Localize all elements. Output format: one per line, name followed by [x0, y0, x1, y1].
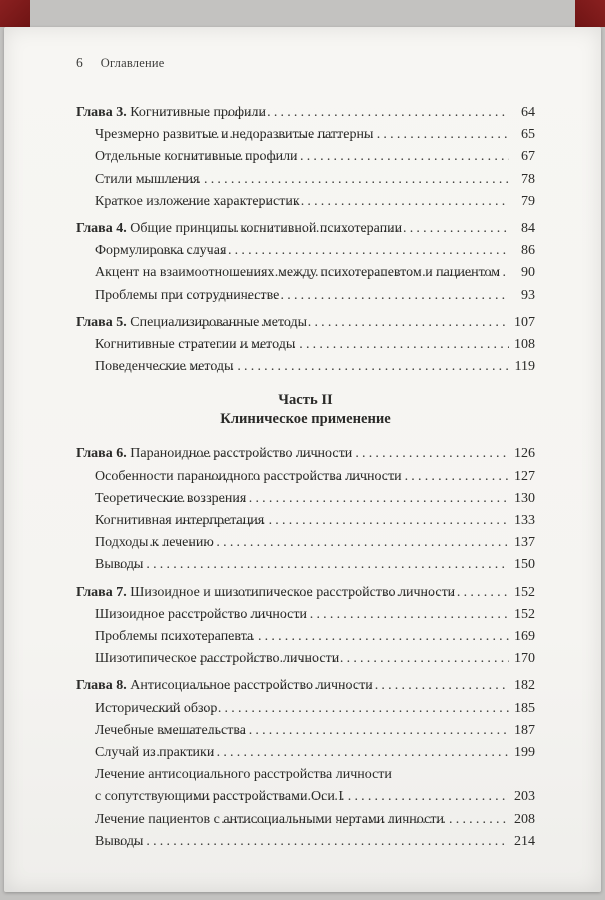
toc-entry-label	[95, 356, 234, 378]
toc-entry-label	[95, 488, 247, 510]
toc-entry	[76, 102, 535, 124]
toc-entry	[76, 356, 535, 378]
dot-leader	[178, 146, 509, 168]
toc-entry-title: Выводы	[95, 557, 144, 573]
toc-entry-label	[76, 312, 307, 334]
dot-leader	[220, 809, 509, 831]
toc-entry	[76, 285, 535, 307]
toc-entry-label	[95, 626, 254, 648]
toc-entry	[76, 240, 535, 262]
dot-leader	[193, 786, 509, 808]
part-heading-label: Клиническое применение	[220, 411, 391, 428]
table-of-contents	[76, 102, 535, 853]
toc-entry-title: Лечение пациентов с антисоциальными чертами личности	[95, 811, 444, 827]
toc-entry-label	[95, 285, 280, 307]
toc-entry-label	[95, 124, 374, 146]
dot-leader	[201, 218, 509, 240]
page-ref: 214	[514, 833, 535, 849]
page-ref: 152	[514, 606, 535, 622]
toc-entry-label	[95, 764, 392, 786]
toc-entry	[76, 124, 535, 146]
toc-entry-label	[76, 675, 373, 697]
toc-entry-title: Шизоидное и шизотипическое расстройство личности	[130, 584, 456, 600]
dot-leader	[209, 466, 509, 488]
dot-leader	[119, 831, 509, 853]
toc-entry-label	[95, 786, 343, 808]
toc-entry	[76, 648, 535, 670]
toc-entry	[76, 626, 535, 648]
dot-leader	[172, 285, 509, 307]
toc-entry	[76, 604, 535, 626]
page-ref: 65	[521, 127, 535, 143]
dot-leader	[202, 124, 509, 146]
book-cover-corner-left	[0, 0, 30, 27]
page-ref: 170	[514, 651, 535, 667]
chapter-prefix: Глава 8.	[76, 678, 127, 694]
page-ref: 152	[514, 584, 535, 600]
toc-entry-title: Исторический обзор	[95, 700, 218, 716]
toc-entry-label	[95, 742, 215, 764]
page-ref: 86	[521, 243, 535, 259]
dot-leader	[143, 169, 509, 191]
page-ref: 126	[514, 446, 535, 462]
dot-leader	[181, 604, 509, 626]
toc-entry	[76, 786, 535, 808]
dot-leader	[119, 554, 509, 576]
toc-entry	[76, 488, 535, 510]
dot-leader	[161, 720, 509, 742]
toc-entry	[76, 831, 535, 853]
dot-leader	[163, 626, 509, 648]
toc-entry-label	[95, 240, 227, 262]
toc-entry-title: Когнитивная интерпретация	[95, 513, 265, 529]
page-ref: 130	[514, 490, 535, 506]
chapter-prefix: Глава 4.	[76, 221, 127, 237]
toc-entry-title: Особенности параноидного расстройства личности	[95, 468, 402, 484]
page-ref: 199	[514, 745, 535, 761]
toc-entry-label	[76, 102, 266, 124]
dot-leader	[159, 102, 509, 124]
toc-entry-label	[95, 146, 298, 168]
book-cover-corner-right	[575, 0, 605, 27]
toc-entry	[76, 510, 535, 532]
book-page	[4, 27, 601, 892]
toc-entry-title: с сопутствующими расстройствами Оси I	[95, 789, 343, 805]
page-ref: 119	[514, 359, 535, 375]
toc-entry-label	[95, 648, 340, 670]
dot-leader	[148, 532, 509, 554]
toc-entry	[76, 334, 535, 356]
toc-entry-label	[76, 218, 403, 240]
page-ref: 127	[514, 468, 535, 484]
toc-entry-title: Краткое изложение характеристик	[95, 193, 300, 209]
toc-entry	[76, 698, 535, 720]
toc-entry	[76, 809, 535, 831]
page-ref: 150	[514, 557, 535, 573]
toc-entry-label	[95, 262, 501, 284]
chapter-prefix: Глава 7.	[76, 584, 127, 600]
page-ref: 108	[514, 337, 535, 353]
toc-entry-title: Поведенческие методы	[95, 359, 234, 375]
toc-entry-title: Лечение антисоциального расстройства личности	[95, 767, 392, 783]
toc-entry-label	[76, 582, 456, 604]
dot-leader	[178, 334, 509, 356]
toc-entry-title: Общие принципы когнитивной психотерапии	[130, 221, 403, 237]
dot-leader	[193, 675, 509, 697]
page-ref: 185	[514, 700, 535, 716]
chapter-prefix: Глава 5.	[76, 314, 127, 330]
toc-entry-title: Выводы	[95, 833, 144, 849]
toc-entry-label	[95, 191, 300, 213]
toc-entry-title: Акцент на взаимоотношениях между психотерапевтом и пациентом	[95, 265, 501, 281]
toc-entry	[76, 218, 535, 240]
toc-entry-label	[76, 443, 353, 465]
page-number: 6	[76, 55, 83, 70]
dot-leader	[161, 488, 509, 510]
toc-entry-title: Антисоциальное расстройство личности	[130, 678, 373, 694]
page-ref: 203	[514, 789, 535, 805]
toc-entry-title: Формулировка случая	[95, 243, 227, 259]
toc-entry	[76, 191, 535, 213]
toc-entry-label	[95, 466, 402, 488]
toc-entry-label	[95, 554, 144, 576]
toc-entry-title: Когнитивные профили	[130, 105, 266, 120]
toc-entry-label	[95, 809, 444, 831]
part-heading	[76, 410, 535, 429]
dot-leader	[179, 191, 509, 213]
dot-leader	[150, 698, 509, 720]
page-ref: 90	[521, 265, 535, 281]
page-ref: 137	[514, 535, 535, 551]
page-ref: 84	[521, 221, 535, 237]
dot-leader	[215, 582, 509, 604]
toc-entry	[76, 262, 535, 284]
toc-entry-title: Подходы к лечению	[95, 535, 214, 551]
toc-entry-label	[95, 169, 200, 191]
toc-entry-title: Шизоидное расстройство личности	[95, 606, 308, 622]
toc-entry-label	[95, 334, 296, 356]
toc-entry-title: Специализированные методы	[130, 314, 307, 330]
page-ref: 107	[514, 314, 535, 330]
page-header	[76, 55, 535, 71]
toc-entry-label	[95, 510, 265, 532]
toc-entry	[76, 720, 535, 742]
page-ref: 78	[521, 171, 535, 187]
part-heading-label: Часть II	[278, 392, 333, 409]
toc-entry-label	[95, 831, 144, 853]
toc-entry-title: Теоретические воззрения	[95, 490, 247, 506]
page-ref: 64	[521, 105, 535, 120]
toc-entry	[76, 742, 535, 764]
dot-leader	[173, 312, 509, 334]
toc-entry-label	[95, 532, 214, 554]
toc-entry-title: Проблемы психотерапевта	[95, 629, 254, 645]
page-ref: 208	[514, 811, 535, 827]
toc-entry-label	[95, 720, 247, 742]
page-ref: 67	[521, 149, 535, 165]
dot-leader	[156, 356, 509, 378]
page-ref: 93	[521, 287, 535, 303]
page-ref: 79	[521, 193, 535, 209]
toc-entry	[76, 532, 535, 554]
page-ref: 182	[514, 678, 535, 694]
dot-leader	[187, 443, 509, 465]
dot-leader	[153, 240, 509, 262]
toc-entry	[76, 582, 535, 604]
toc-entry-title: Лечебные вмешательства	[95, 722, 247, 738]
toc-entry-title: Чрезмерно развитые и недоразвитые паттерны	[95, 127, 374, 143]
dot-leader	[234, 262, 509, 284]
toc-entry	[76, 466, 535, 488]
chapter-prefix: Глава 3.	[76, 105, 127, 120]
toc-entry	[76, 554, 535, 576]
toc-entry-title: Случай из практики	[95, 745, 215, 761]
toc-entry-label	[95, 698, 218, 720]
page-ref: 133	[514, 513, 535, 529]
toc-entry	[76, 312, 535, 334]
dot-leader	[149, 742, 509, 764]
toc-entry	[76, 146, 535, 168]
dot-leader	[167, 510, 509, 532]
toc-entry	[76, 169, 535, 191]
toc-entry-label	[95, 604, 308, 626]
toc-entry	[76, 764, 535, 786]
toc-entry-title: Когнитивные стратегии и методы	[95, 337, 296, 353]
toc-entry	[76, 443, 535, 465]
chapter-prefix: Глава 6.	[76, 446, 127, 462]
running-header-title: Оглавление	[100, 56, 165, 70]
toc-entry-title: Отдельные когнитивные профили	[95, 149, 298, 165]
toc-entry-title: Стили мышления	[95, 171, 200, 187]
page-ref: 187	[514, 722, 535, 738]
toc-entry-title: Параноидное расстройство личности	[130, 446, 353, 462]
page-ref: 169	[514, 629, 535, 645]
toc-entry	[76, 675, 535, 697]
dot-leader	[192, 648, 509, 670]
toc-entry-title: Шизотипическое расстройство личности	[95, 651, 340, 667]
part-heading	[76, 391, 535, 410]
toc-entry-title: Проблемы при сотрудничестве	[95, 287, 280, 303]
